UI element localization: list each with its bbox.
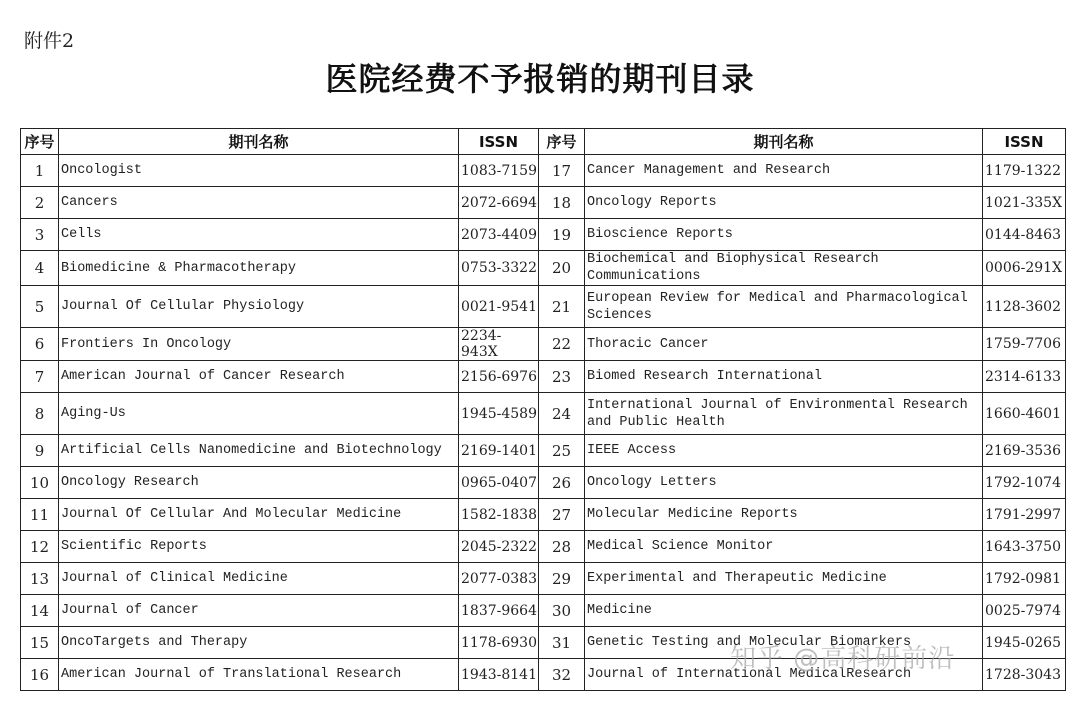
journal-name-left: Journal Of Cellular And Molecular Medicine: [59, 499, 459, 531]
journal-name-left: Oncology Research: [59, 467, 459, 499]
header-index-left: 序号: [21, 129, 59, 155]
journal-name-right: Oncology Letters: [585, 467, 983, 499]
journal-issn-left: 1582-1838: [459, 499, 539, 531]
table-row: [21, 393, 1066, 435]
journal-issn-right: 1759-7706: [983, 328, 1066, 361]
header-issn-left: ISSN: [459, 129, 539, 155]
row-index-right: 20: [539, 251, 585, 286]
row-index-right: 18: [539, 187, 585, 219]
row-index-right: 21: [539, 286, 585, 328]
table-row: [21, 155, 1066, 187]
row-index-left: 5: [21, 286, 59, 328]
table-row: [21, 251, 1066, 286]
row-index-right: 32: [539, 659, 585, 691]
journal-name-right: Oncology Reports: [585, 187, 983, 219]
journal-issn-left: 0753-3322: [459, 251, 539, 286]
journal-issn-right: 1945-0265: [983, 627, 1066, 659]
row-index-right: 30: [539, 595, 585, 627]
row-index-left: 3: [21, 219, 59, 251]
row-index-left: 6: [21, 328, 59, 361]
row-index-left: 1: [21, 155, 59, 187]
table-row: [21, 219, 1066, 251]
journal-name-left: American Journal of Translational Research: [59, 659, 459, 691]
journal-issn-left: 2234-943X: [459, 328, 539, 361]
table-row: [21, 499, 1066, 531]
row-index-left: 12: [21, 531, 59, 563]
document-title: 医院经费不予报销的期刊目录: [325, 60, 755, 98]
journal-name-left: OncoTargets and Therapy: [59, 627, 459, 659]
journal-issn-right: 1128-3602: [983, 286, 1066, 328]
journal-name-right: Molecular Medicine Reports: [585, 499, 983, 531]
journal-issn-right: 1179-1322: [983, 155, 1066, 187]
header-issn-right: ISSN: [983, 129, 1066, 155]
table-row: [21, 531, 1066, 563]
row-index-left: 14: [21, 595, 59, 627]
journal-issn-left: 2073-4409: [459, 219, 539, 251]
row-index-left: 10: [21, 467, 59, 499]
journal-name-left: Frontiers In Oncology: [59, 328, 459, 361]
row-index-right: 25: [539, 435, 585, 467]
journal-issn-right: 1728-3043: [983, 659, 1066, 691]
journal-name-right: IEEE Access: [585, 435, 983, 467]
journal-name-right: Bioscience Reports: [585, 219, 983, 251]
journal-name-left: Biomedicine & Pharmacotherapy: [59, 251, 459, 286]
journal-table: [20, 128, 1066, 691]
journal-issn-left: 1083-7159: [459, 155, 539, 187]
row-index-left: 16: [21, 659, 59, 691]
journal-name-left: Journal Of Cellular Physiology: [59, 286, 459, 328]
row-index-right: 27: [539, 499, 585, 531]
journal-issn-left: 2072-6694: [459, 187, 539, 219]
journal-issn-left: 2156-6976: [459, 361, 539, 393]
journal-issn-left: 2045-2322: [459, 531, 539, 563]
journal-name-right: Experimental and Therapeutic Medicine: [585, 563, 983, 595]
header-name-right: 期刊名称: [585, 129, 983, 155]
journal-name-left: Scientific Reports: [59, 531, 459, 563]
table-row: [21, 563, 1066, 595]
journal-name-left: Artificial Cells Nanomedicine and Biotechnology: [59, 435, 459, 467]
journal-issn-left: 2077-0383: [459, 563, 539, 595]
journal-name-right: European Review for Medical and Pharmacological Sciences: [585, 286, 983, 328]
journal-issn-right: 1792-0981: [983, 563, 1066, 595]
journal-name-right: Biochemical and Biophysical Research Communications: [585, 251, 983, 286]
journal-issn-right: 1660-4601: [983, 393, 1066, 435]
header-name-left: 期刊名称: [59, 129, 459, 155]
table-row: [21, 187, 1066, 219]
header-index-right: 序号: [539, 129, 585, 155]
row-index-left: 15: [21, 627, 59, 659]
row-index-left: 8: [21, 393, 59, 435]
journal-issn-right: 0144-8463: [983, 219, 1066, 251]
journal-name-left: Oncologist: [59, 155, 459, 187]
table-row: [21, 361, 1066, 393]
row-index-left: 9: [21, 435, 59, 467]
journal-name-left: Cells: [59, 219, 459, 251]
journal-issn-right: 1792-1074: [983, 467, 1066, 499]
journal-issn-left: 1945-4589: [459, 393, 539, 435]
row-index-left: 13: [21, 563, 59, 595]
journal-name-right: Genetic Testing and Molecular Biomarkers: [585, 627, 983, 659]
journal-name-right: Thoracic Cancer: [585, 328, 983, 361]
journal-name-right: Cancer Management and Research: [585, 155, 983, 187]
journal-name-left: Journal of Cancer: [59, 595, 459, 627]
row-index-right: 26: [539, 467, 585, 499]
row-index-right: 19: [539, 219, 585, 251]
journal-issn-left: 1837-9664: [459, 595, 539, 627]
journal-name-right: Journal of International MedicalResearch: [585, 659, 983, 691]
table-header-row: [21, 129, 1066, 155]
row-index-left: 2: [21, 187, 59, 219]
journal-issn-left: 1178-6930: [459, 627, 539, 659]
journal-name-left: American Journal of Cancer Research: [59, 361, 459, 393]
journal-name-left: Aging-Us: [59, 393, 459, 435]
row-index-right: 29: [539, 563, 585, 595]
journal-issn-left: 2169-1401: [459, 435, 539, 467]
table-row: [21, 435, 1066, 467]
row-index-right: 17: [539, 155, 585, 187]
journal-name-right: International Journal of Environmental Research and Public Health: [585, 393, 983, 435]
journal-issn-right: 0025-7974: [983, 595, 1066, 627]
journal-issn-left: 0965-0407: [459, 467, 539, 499]
journal-issn-right: 2169-3536: [983, 435, 1066, 467]
journal-name-right: Biomed Research International: [585, 361, 983, 393]
row-index-left: 7: [21, 361, 59, 393]
row-index-right: 24: [539, 393, 585, 435]
journal-name-right: Medical Science Monitor: [585, 531, 983, 563]
journal-name-left: Journal of Clinical Medicine: [59, 563, 459, 595]
row-index-left: 4: [21, 251, 59, 286]
journal-name-left: Cancers: [59, 187, 459, 219]
table-row: [21, 286, 1066, 328]
table-body: [21, 155, 1066, 691]
journal-issn-left: 1943-8141: [459, 659, 539, 691]
table-row: [21, 328, 1066, 361]
watermark: 知乎 @高科研前沿: [730, 644, 956, 674]
journal-issn-right: 1021-335X: [983, 187, 1066, 219]
row-index-right: 31: [539, 627, 585, 659]
table-row: [21, 595, 1066, 627]
table-row: [21, 467, 1066, 499]
annex-label: 附件2: [24, 30, 75, 52]
journal-issn-right: 1791-2997: [983, 499, 1066, 531]
journal-issn-right: 0006-291X: [983, 251, 1066, 286]
row-index-left: 11: [21, 499, 59, 531]
journal-issn-right: 2314-6133: [983, 361, 1066, 393]
journal-issn-left: 0021-9541: [459, 286, 539, 328]
journal-name-right: Medicine: [585, 595, 983, 627]
row-index-right: 28: [539, 531, 585, 563]
row-index-right: 22: [539, 328, 585, 361]
journal-issn-right: 1643-3750: [983, 531, 1066, 563]
row-index-right: 23: [539, 361, 585, 393]
